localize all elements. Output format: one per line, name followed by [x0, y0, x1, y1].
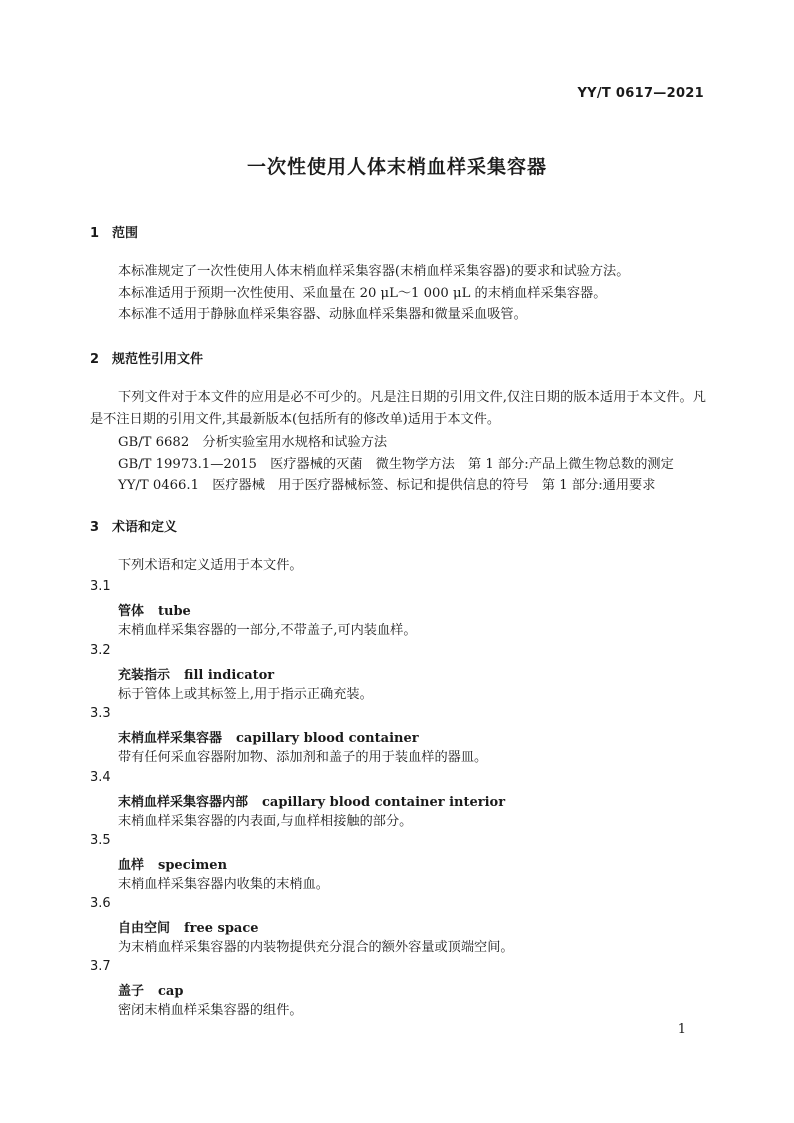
paragraph: 本标准适用于预期一次性使用、采血量在 20 μL～1 000 μL 的末梢血样采集容器。: [118, 286, 607, 301]
section-2-heading: [90, 348, 203, 367]
section-title: 术语和定义: [112, 520, 178, 535]
clause-number: 3.7: [90, 959, 111, 974]
term-heading: [118, 727, 419, 746]
term-en: specimen: [158, 858, 228, 873]
reference-code: GB/T 6682: [118, 435, 190, 450]
section-title: 规范性引用文件: [112, 352, 204, 367]
term-heading: [118, 791, 505, 810]
reference-item: [118, 453, 674, 472]
term-en: cap: [158, 984, 184, 999]
section-1-heading: [90, 222, 138, 241]
document-title: 一次性使用人体末梢血样采集容器: [246, 156, 547, 178]
paragraph: 下列文件对于本文件的应用是必不可少的。凡是注日期的引用文件,仅注日期的版本适用于本文件。凡是不注日期的引用文件,其最新版本(包括所有的修改单)适用于本文件。: [90, 390, 706, 427]
term-heading: [118, 854, 227, 873]
section-number: 2: [90, 352, 100, 367]
paragraph: 下列术语和定义适用于本文件。: [118, 558, 303, 573]
clause-number: 3.6: [90, 896, 111, 911]
term-zh: 充装指示: [118, 668, 171, 683]
term-zh: 自由空间: [118, 921, 171, 936]
section-number: 1: [90, 226, 100, 241]
section-number: 3: [90, 520, 100, 535]
term-definition: 为末梢血样采集容器的内装物提供充分混合的额外容量或顶端空间。: [118, 940, 514, 955]
term-zh: 盖子: [118, 984, 145, 999]
term-heading: [118, 600, 191, 619]
term-zh: 管体: [118, 604, 145, 619]
term-definition: 末梢血样采集容器内收集的末梢血。: [118, 877, 329, 892]
paragraph: 本标准不适用于静脉血样采集容器、动脉血样采集器和微量采血吸管。: [118, 307, 527, 322]
paragraph: 本标准规定了一次性使用人体末梢血样采集容器(末梢血样采集容器)的要求和试验方法。: [118, 264, 630, 279]
reference-item: [118, 431, 387, 450]
reference-code: YY/T 0466.1: [118, 478, 199, 493]
section-title: 范围: [112, 226, 139, 241]
reference-code: GB/T 19973.1—2015: [118, 457, 257, 472]
term-heading: [118, 664, 274, 683]
term-definition: 带有任何采血容器附加物、添加剂和盖子的用于装血样的器皿。: [118, 750, 488, 765]
term-zh: 末梢血样采集容器: [118, 731, 223, 746]
term-definition: 密闭末梢血样采集容器的组件。: [118, 1003, 303, 1018]
term-en: free space: [184, 921, 259, 936]
term-heading: [118, 980, 183, 999]
reference-title: 医疗器械 用于医疗器械标签、标记和提供信息的符号 第 1 部分:通用要求: [212, 478, 656, 493]
page-number: 1: [677, 1022, 686, 1037]
clause-number: 3.3: [90, 706, 111, 721]
term-zh: 末梢血样采集容器内部: [118, 795, 249, 810]
term-definition: 标于管体上或其标签上,用于指示正确充装。: [118, 687, 373, 702]
clause-number: 3.4: [90, 770, 111, 785]
term-definition: 末梢血样采集容器的一部分,不带盖子,可内装血样。: [118, 623, 417, 638]
clause-number: 3.1: [90, 579, 111, 594]
reference-title: 医疗器械的灭菌 微生物学方法 第 1 部分:产品上微生物总数的测定: [270, 457, 674, 472]
clause-number: 3.5: [90, 833, 111, 848]
term-en: capillary blood container: [236, 731, 419, 746]
standard-code: YY/T 0617—2021: [577, 86, 704, 101]
term-zh: 血样: [118, 858, 145, 873]
reference-item: [118, 474, 655, 493]
clause-number: 3.2: [90, 643, 111, 658]
term-heading: [118, 917, 259, 936]
reference-title: 分析实验室用水规格和试验方法: [202, 435, 388, 450]
term-en: capillary blood container interior: [262, 795, 506, 810]
term-definition: 末梢血样采集容器的内表面,与血样相接触的部分。: [118, 814, 413, 829]
term-en: tube: [158, 604, 191, 619]
section-3-heading: [90, 516, 177, 535]
term-en: fill indicator: [184, 668, 275, 683]
